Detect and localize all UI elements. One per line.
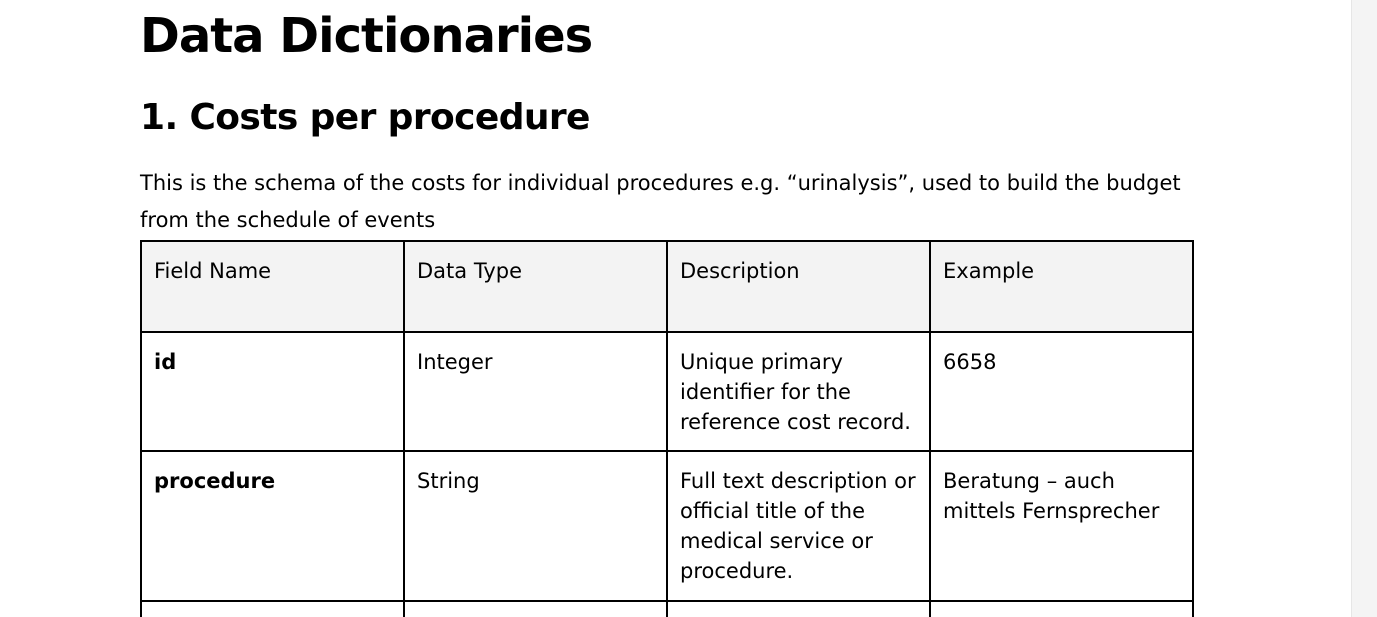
cell-field-name: id (141, 332, 404, 451)
table-row (141, 601, 1193, 617)
cell-data-type: Integer (404, 332, 667, 451)
cell-description: Unique primary identifier for the reference cost record. (667, 332, 930, 451)
cell-description (667, 601, 930, 617)
cell-example: 6658 (930, 332, 1193, 451)
header-example: Example (930, 241, 1193, 332)
data-dictionary-table (140, 240, 1194, 617)
cell-description: Full text description or official title of the medical service or procedure. (667, 451, 930, 601)
document-title: Data Dictionaries (140, 8, 593, 64)
cell-data-type: String (404, 451, 667, 601)
table-header-row (141, 241, 1193, 332)
header-data-type: Data Type (404, 241, 667, 332)
table-row (141, 332, 1193, 451)
section-intro-paragraph: This is the schema of the costs for individual procedures e.g. “urinalysis”, used to build the budget from the schedule of events (140, 171, 1181, 232)
cell-field-name (141, 601, 404, 617)
cell-data-type (404, 601, 667, 617)
header-field-name: Field Name (141, 241, 404, 332)
vertical-scrollbar[interactable] (1351, 0, 1377, 617)
header-description: Description (667, 241, 930, 332)
cell-field-name: procedure (141, 451, 404, 601)
section-heading: 1. Costs per procedure (140, 97, 590, 138)
cell-example: Beratung – auch mittels Fernsprecher (930, 451, 1193, 601)
table-row (141, 451, 1193, 601)
cell-example (930, 601, 1193, 617)
